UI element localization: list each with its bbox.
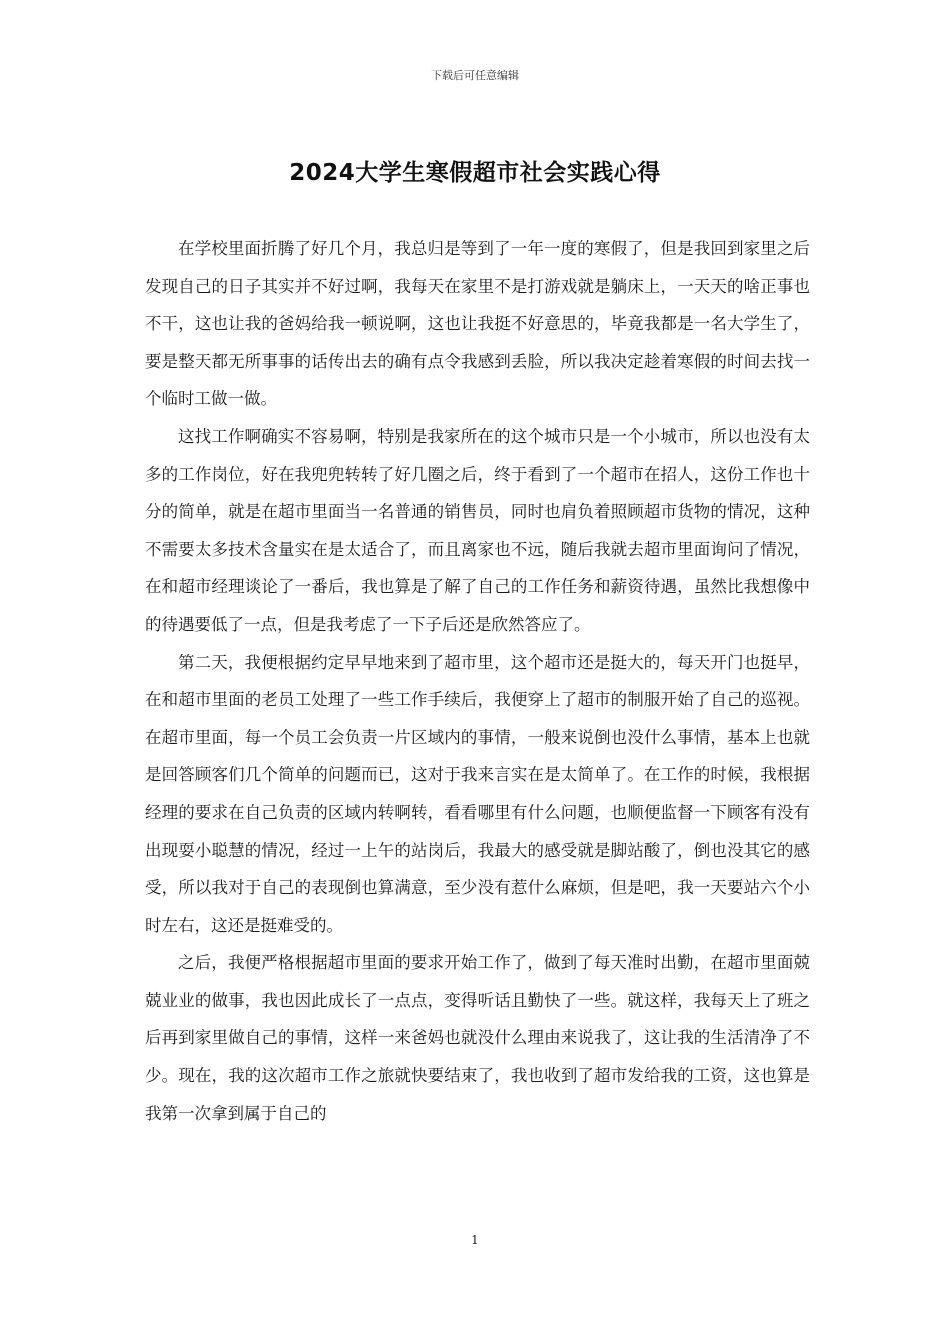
document-body	[145, 230, 810, 1132]
paragraph-2: 这找工作啊确实不容易啊，特别是我家所在的这个城市只是一个小城市，所以也没有太多的工作岗位，好在我兜兜转转了好几圈之后，终于看到了一个超市在招人，这份工作也十分的简单，就是在超市里面当一名普通的销售员，同时也肩负着照顾超市货物的情况，这种不需要太多技术含量实在是太适合了，而且离家也不远，随后我就去超市里面询问了情况，在和超市经理谈论了一番后，我也算是了解了自己的工作任务和薪资待遇，虽然比我想像中的待遇要低了一点，但是我考虑了一下子后还是欣然答应了。	[145, 426, 810, 634]
paragraph-1: 在学校里面折腾了好几个月，我总归是等到了一年一度的寒假了，但是我回到家里之后发现自己的日子其实并不好过啊，我每天在家里不是打游戏就是躺床上，一天天的啥正事也不干，这也让我的爸妈给我一顿说啊，这也让我挺不好意思的，毕竟我都是一名大学生了，要是整天都无所事事的话传出去的确有点令我感到丢脸，所以我决定趁着寒假的时间去找一个临时工做一做。	[145, 239, 810, 409]
page-number: 1	[471, 1233, 479, 1247]
header-note: 下载后可任意编辑	[431, 69, 519, 82]
paragraph-4: 之后，我便严格根据超市里面的要求开始工作了，做到了每天准时出勤，在超市里面兢兢业业的做事，我也因此成长了一点点，变得听话且勤快了一些。就这样，我每天上了班之后再到家里做自己的事情，这样一来爸妈也就没什么理由来说我了，这让我的生活清净了不少。现在，我的这次超市工作之旅就快要结束了，我也收到了超市发给我的工资，这也算是我第一次拿到属于自己的	[145, 953, 810, 1123]
paragraph-3: 第二天，我便根据约定早早地来到了超市里，这个超市还是挺大的，每天开门也挺早，在和超市里面的老员工处理了一些工作手续后，我便穿上了超市的制服开始了自己的巡视。在超市里面，每一个员工会负责一片区域内的事情，一般来说倒也没什么事情，基本上也就是回答顾客们几个简单的问题而已，这对于我来言实在是太简单了。在工作的时候，我根据经理的要求在自己负责的区域内转啊转，看看哪里有什么问题，也顺便监督一下顾客有没有出现耍小聪慧的情况，经过一上午的站岗后，我最大的感受就是脚站酸了，倒也没其它的感受，所以我对于自己的表现倒也算满意，至少没有惹什么麻烦，但是吧，我一天要站六个小时左右，这还是挺难受的。	[145, 652, 810, 935]
document-title: 2024大学生寒假超市社会实践心得	[289, 160, 661, 186]
